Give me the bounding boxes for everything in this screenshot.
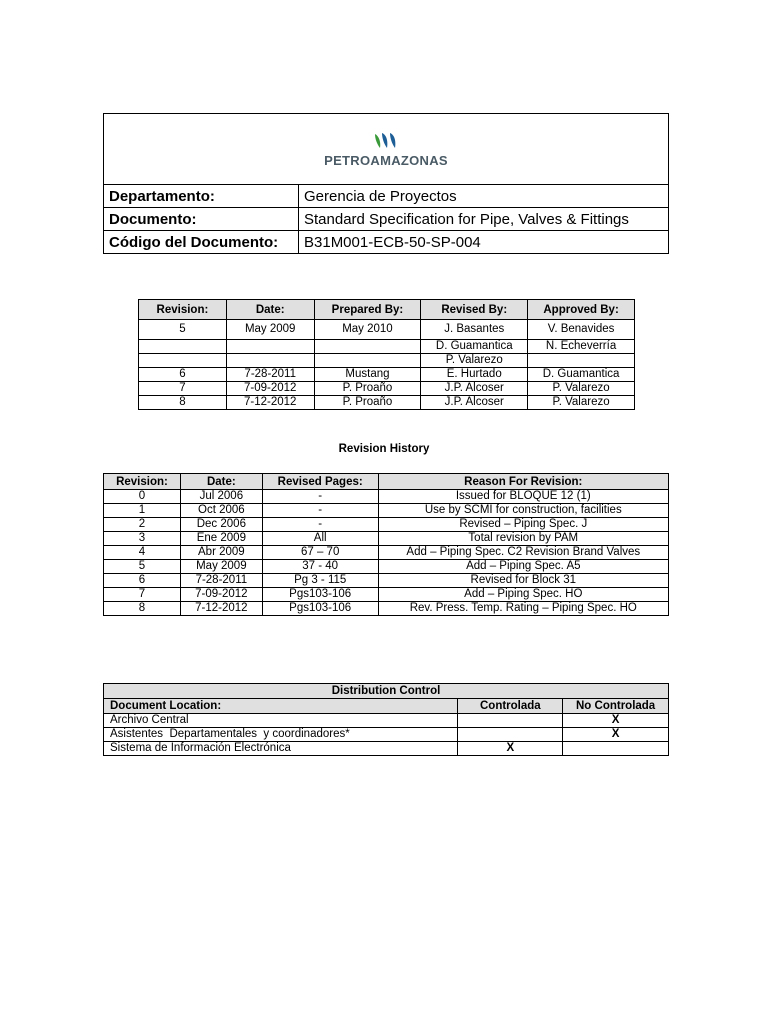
table-cell: Pgs103-106 [262, 602, 378, 616]
column-header-revision: Revision: [104, 474, 181, 490]
department-value: Gerencia de Proyectos [299, 185, 669, 208]
table-cell: 5 [104, 560, 181, 574]
table-cell: - [262, 490, 378, 504]
table-cell: 4 [104, 546, 181, 560]
table-row [104, 574, 669, 588]
table-cell: Add – Piping Spec. HO [378, 588, 668, 602]
table-row [139, 368, 635, 382]
table-cell [139, 340, 227, 354]
table-cell: 7-09-2012 [180, 588, 262, 602]
table-cell: Dec 2006 [180, 518, 262, 532]
table-cell: - [262, 518, 378, 532]
controlada-mark [458, 728, 563, 742]
header-row [104, 208, 669, 231]
column-header-no-controlada: No Controlada [563, 699, 669, 714]
table-cell: 6 [104, 574, 181, 588]
table-cell: Mustang [314, 368, 421, 382]
table-cell: 7-12-2012 [226, 396, 314, 410]
table-cell [226, 354, 314, 368]
revision-history-table [103, 473, 669, 616]
table-cell: May 2009 [180, 560, 262, 574]
table-cell [226, 340, 314, 354]
column-header-date: Date: [180, 474, 262, 490]
table-row [139, 320, 635, 340]
table-row [104, 532, 669, 546]
table-cell: 0 [104, 490, 181, 504]
column-header-approved-by: Approved By: [528, 300, 635, 320]
column-header-date: Date: [226, 300, 314, 320]
table-cell [314, 354, 421, 368]
header-row [104, 231, 669, 254]
table-cell: E. Hurtado [421, 368, 528, 382]
table-cell: P. Proaño [314, 382, 421, 396]
logo-text: PETROAMAZONAS [324, 152, 448, 168]
table-cell: 7-12-2012 [180, 602, 262, 616]
table-cell: P. Proaño [314, 396, 421, 410]
table-cell: Issued for BLOQUE 12 (1) [378, 490, 668, 504]
company-logo [324, 132, 448, 169]
controlada-mark: X [458, 742, 563, 756]
table-cell: D. Guamantica [528, 368, 635, 382]
table-row [104, 560, 669, 574]
table-row [104, 588, 669, 602]
distribution-control-table [103, 683, 669, 756]
table-row [104, 490, 669, 504]
table-cell: J.P. Alcoser [421, 396, 528, 410]
petroamazonas-logo-icon [373, 132, 399, 150]
table-cell: 7 [139, 382, 227, 396]
table-cell: 8 [104, 602, 181, 616]
table-cell: 8 [139, 396, 227, 410]
table-cell: Add – Piping Spec. C2 Revision Brand Valves [378, 546, 668, 560]
table-cell: 2 [104, 518, 181, 532]
table-cell: P. Valarezo [528, 382, 635, 396]
table-cell: 6 [139, 368, 227, 382]
document-value: Standard Specification for Pipe, Valves & Fittings [299, 208, 669, 231]
no-controlada-mark: X [563, 728, 669, 742]
table-cell: May 2010 [314, 320, 421, 340]
table-row [139, 354, 635, 368]
location-cell: Archivo Central [104, 714, 458, 728]
table-cell: D. Guamantica [421, 340, 528, 354]
controlada-mark [458, 714, 563, 728]
table-cell: May 2009 [226, 320, 314, 340]
column-header-prepared-by: Prepared By: [314, 300, 421, 320]
table-cell: Ene 2009 [180, 532, 262, 546]
location-cell: Asistentes Departamentales y coordinadores* [104, 728, 458, 742]
table-cell: 37 - 40 [262, 560, 378, 574]
distribution-title: Distribution Control [104, 684, 669, 699]
document-code-label: Código del Documento: [104, 231, 299, 254]
header-row [104, 185, 669, 208]
table-cell: 7-28-2011 [226, 368, 314, 382]
table-cell: Total revision by PAM [378, 532, 668, 546]
table-cell: J.P. Alcoser [421, 382, 528, 396]
no-controlada-mark: X [563, 714, 669, 728]
table-cell: 67 – 70 [262, 546, 378, 560]
table-cell: 7 [104, 588, 181, 602]
table-cell: Pgs103-106 [262, 588, 378, 602]
document-header [103, 113, 669, 254]
table-cell: Pg 3 - 115 [262, 574, 378, 588]
revision-history-title: Revision History [338, 443, 430, 455]
column-header-reason: Reason For Revision: [378, 474, 668, 490]
column-header-controlada: Controlada [458, 699, 563, 714]
table-cell: 1 [104, 504, 181, 518]
revisions-table [138, 299, 635, 410]
table-cell: All [262, 532, 378, 546]
table-cell [139, 354, 227, 368]
table-cell: Abr 2009 [180, 546, 262, 560]
table-cell: P. Valarezo [528, 396, 635, 410]
column-header-location: Document Location: [104, 699, 458, 714]
no-controlada-mark [563, 742, 669, 756]
table-row [104, 518, 669, 532]
table-row [139, 340, 635, 354]
logo-cell [104, 114, 669, 185]
table-cell: 7-09-2012 [226, 382, 314, 396]
table-cell: 5 [139, 320, 227, 340]
table-row [104, 742, 669, 756]
table-cell: V. Benavides [528, 320, 635, 340]
table-cell: Add – Piping Spec. A5 [378, 560, 668, 574]
table-cell: - [262, 504, 378, 518]
document-code-value: B31M001-ECB-50-SP-004 [299, 231, 669, 254]
table-cell: Oct 2006 [180, 504, 262, 518]
table-cell: P. Valarezo [421, 354, 528, 368]
table-cell [314, 340, 421, 354]
table-cell: J. Basantes [421, 320, 528, 340]
table-cell: Jul 2006 [180, 490, 262, 504]
table-row [139, 382, 635, 396]
document-label: Documento: [104, 208, 299, 231]
table-row [104, 602, 669, 616]
table-row [104, 714, 669, 728]
table-row [104, 504, 669, 518]
column-header-revised-by: Revised By: [421, 300, 528, 320]
column-header-revised-pages: Revised Pages: [262, 474, 378, 490]
table-row [104, 546, 669, 560]
column-header-revision: Revision: [139, 300, 227, 320]
table-cell: Revised – Piping Spec. J [378, 518, 668, 532]
department-label: Departamento: [104, 185, 299, 208]
table-cell [528, 354, 635, 368]
table-row [104, 728, 669, 742]
table-cell: N. Echeverría [528, 340, 635, 354]
table-cell: 3 [104, 532, 181, 546]
table-cell: Use by SCMI for construction, facilities [378, 504, 668, 518]
table-cell: 7-28-2011 [180, 574, 262, 588]
table-cell: Rev. Press. Temp. Rating – Piping Spec. HO [378, 602, 668, 616]
location-cell: Sistema de Información Electrónica [104, 742, 458, 756]
table-row [139, 396, 635, 410]
table-cell: Revised for Block 31 [378, 574, 668, 588]
